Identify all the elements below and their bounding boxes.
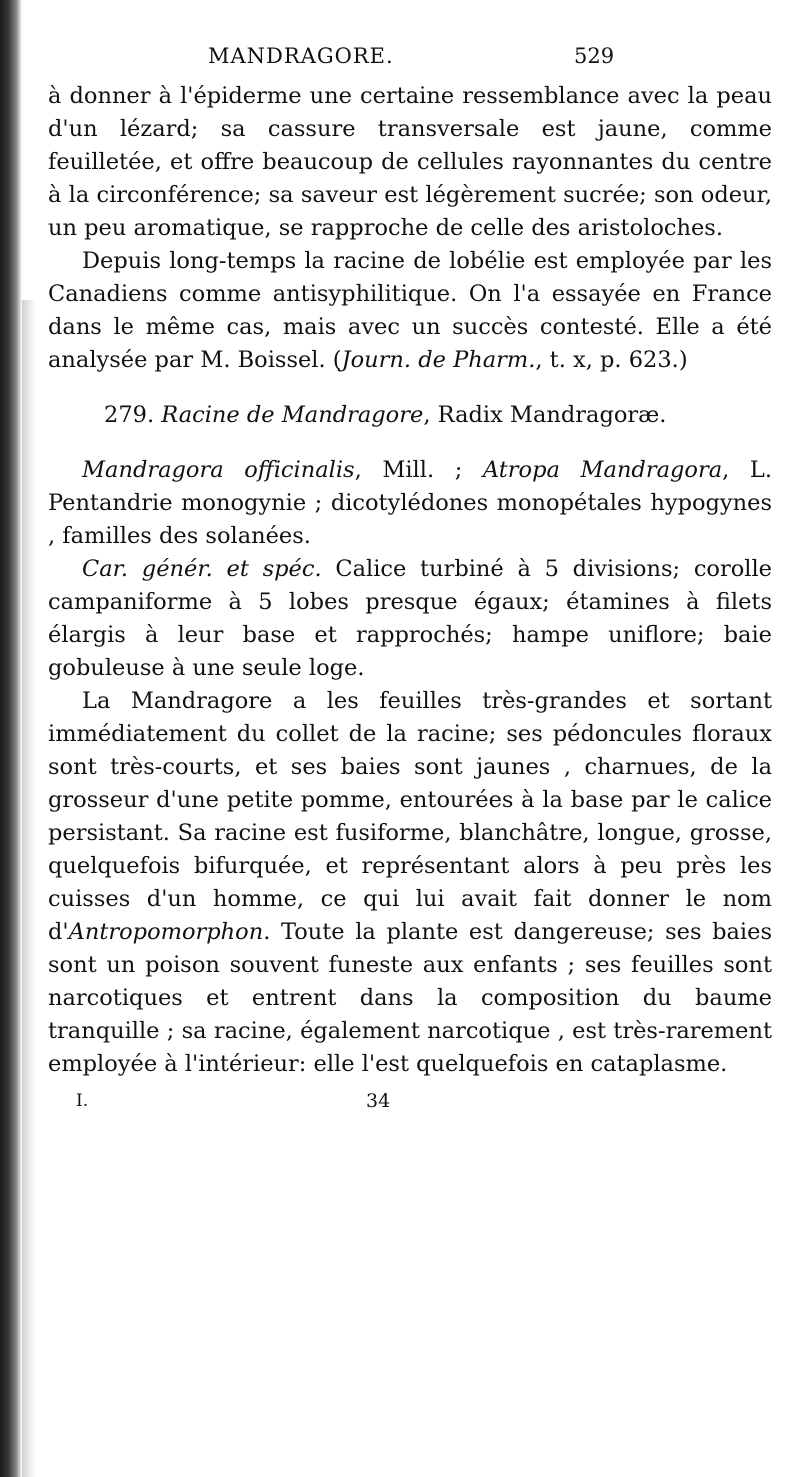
paragraph-description [48,685,772,1081]
classification-text: , L. Pentandrie monogynie ; dicotylédones monopétales hypogynes , familles des solanées. [48,457,772,549]
section-heading [48,399,772,432]
synonym-1: Mandragora officinalis [82,457,355,483]
book-spine-shadow [0,0,22,1477]
lobelie-text: Depuis long-temps la racine de lobélie est employée par les Canadiens comme antisyphilitique. On l'a essayée en France dans le même cas, mais avec un succès contesté. Elle a été analysée par M. Boissel. ( [48,248,772,373]
paragraph-lobelie [48,245,772,377]
journal-reference: Journ. de Pharm. [341,347,536,373]
characters-label: Car. génér. et spéc. [82,556,322,582]
paragraph-continuation: à donner à l'épiderme une certaine ressemblance avec la peau d'un lézard; sa cassure transversale est jaune, comme feuilletée, et offre beaucoup de cellules rayonnantes du centre à la circonférence; sa saveur est légèrement sucrée; son odeur, un peu aromatique, se rapproche de celle des aristoloches. [48,83,772,241]
running-head [48,40,772,80]
description-rest: . Toute la plante est dangereuse; ses baies sont un poison souvent funeste aux enfants ; ses feuilles sont narcotiques et entrent dans la composition du baume tranquille ; sa racine, également narcotique , est très-rarement employée à l'intérieur: elle l'est quelquefois en cataplasme. [48,919,772,1077]
section-latin-name: , Radix Mandragoræ. [423,402,667,428]
section-title: Racine de Mandragore [161,402,424,428]
reference-details: , t. x, p. 623.) [535,347,688,373]
paragraph-synonyms [48,454,772,553]
paragraph-characters [48,553,772,685]
gutter-shade [22,300,36,1477]
running-title: MANDRAGORE. [208,44,394,68]
antropomorphon-name: Antropomorphon [68,919,264,945]
section-number: 279. [104,402,155,428]
page-body [48,40,772,1121]
sheet-number: 34 [366,1090,391,1112]
page-footer [48,1085,772,1121]
description-text: La Mandragore a les feuilles très-grandes et sortant immédiatement du collet de la racine; ses pédoncules floraux sont très-courts, et ses baies sont jaunes , charnues, de la grosseur d'une petite pomme, entourées à la base par le calice persistant. Sa racine est fusiforme, blanchâtre, longue, grosse, quelquefois bifurquée, et représentant alors à peu près les cuisses d'un homme, ce qui lui avait fait donner le nom d' [48,688,772,945]
volume-signature: I. [76,1091,89,1111]
characters-text: Calice turbiné à 5 divisions; corolle campaniforme à 5 lobes presque égaux; étamines à filets élargis à leur base et rapprochés; hampe uniflore; baie gobuleuse à une seule loge. [48,556,772,681]
synonym-2: Atropa Mandragora [482,457,723,483]
synonym-1-author: , Mill. ; [354,457,483,483]
page-number: 529 [574,44,615,68]
